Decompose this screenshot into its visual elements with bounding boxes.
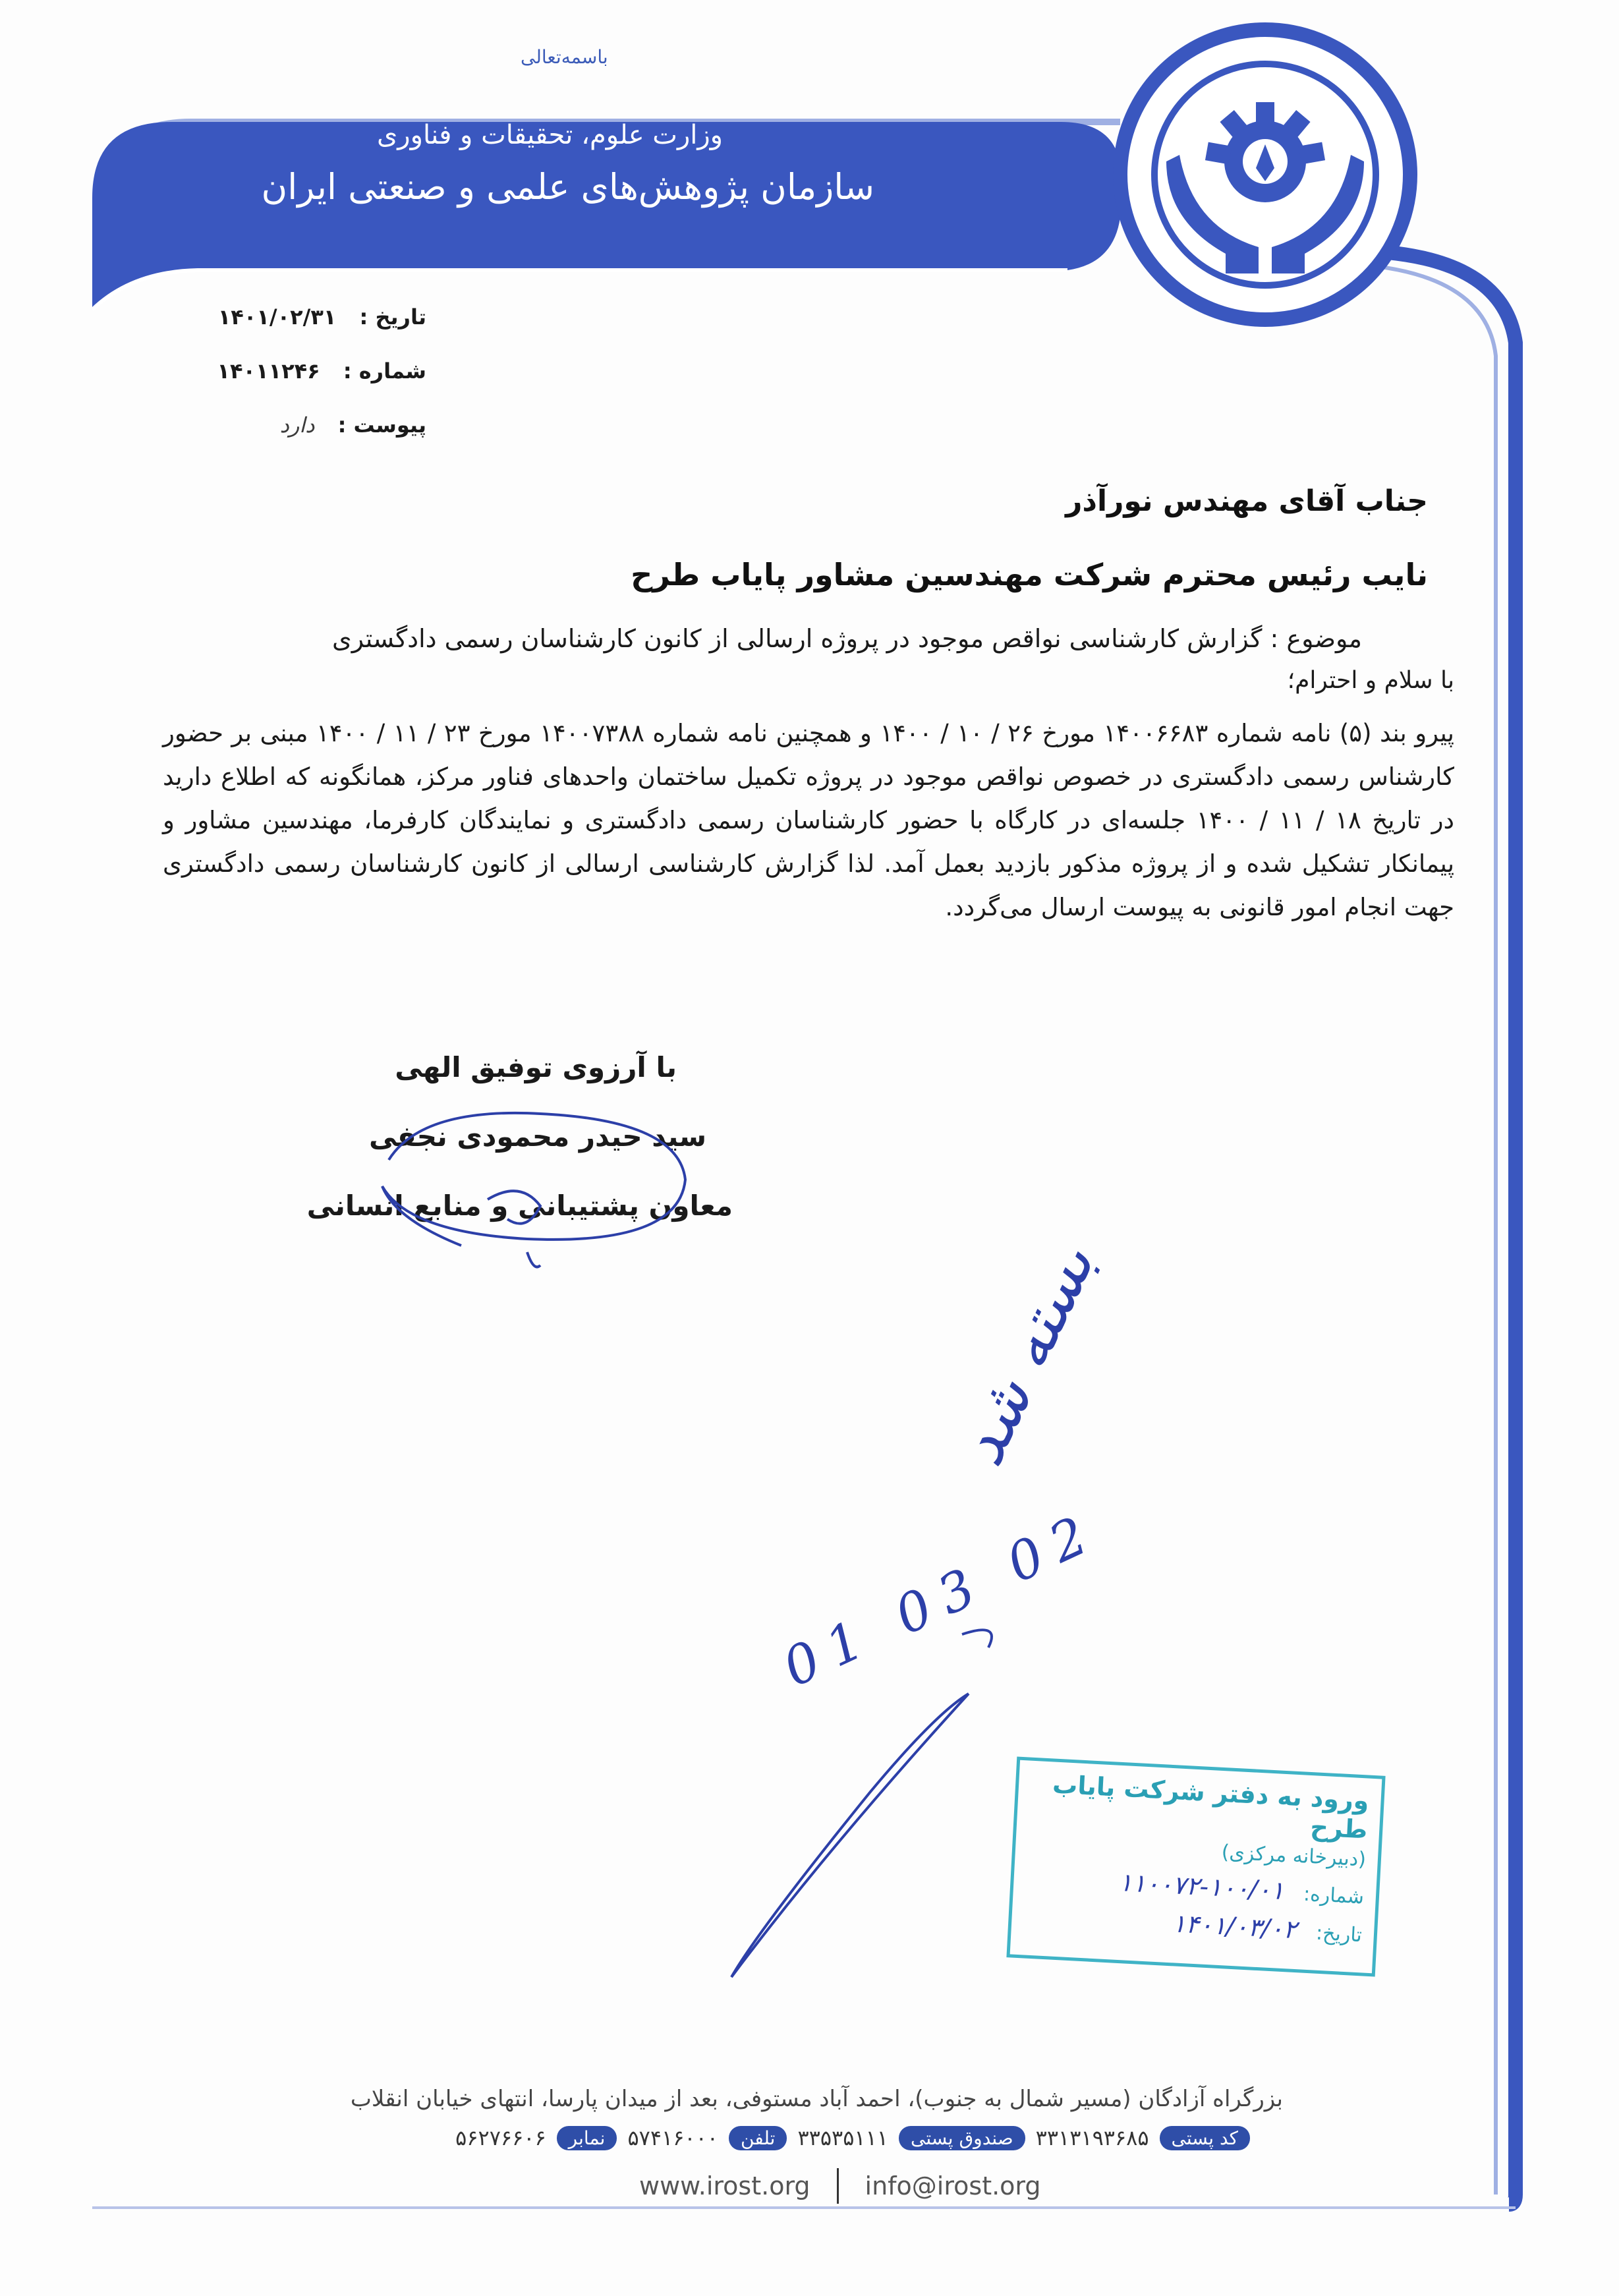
basmala: باسمه‌تعالی	[521, 46, 608, 68]
closing-phrase: با آرزوی توفیق الهی	[395, 1051, 677, 1083]
stamp-number-label: شماره:	[1303, 1882, 1365, 1909]
footer-address: بزرگراه آزادگان (مسیر شمال به جنوب)، احمد آباد مستوفی، بعد از میدان پارسا، انتهای خیابان انقلاب	[350, 2086, 1283, 2112]
attachment-value: دارد	[279, 413, 315, 438]
recipient-title: نایب رئیس محترم شرکت مهندسین مشاور پایاب طرح	[631, 557, 1428, 592]
po-box-label: صندوق پستی	[899, 2126, 1025, 2150]
signatory-position: معاون پشتیبانی و منابع انسانی	[306, 1190, 733, 1222]
signature-scribble	[382, 1113, 685, 1267]
ministry-name: وزارت علوم، تحقیقات و فناوری	[377, 120, 723, 150]
stamp-subtitle: (دبیرخانه مرکزی)	[1220, 1841, 1367, 1872]
stamp-date-value: ۱۴۰۱/۰۳/۰۲	[1172, 1909, 1297, 1945]
email-link[interactable]: info@irost.org	[865, 2171, 1041, 2200]
signatory-name: سید حیدر محمودی نجفی	[369, 1120, 706, 1153]
received-stamp	[1006, 1757, 1385, 1977]
footer-web	[639, 2168, 1041, 2204]
number-label: شماره :	[343, 359, 426, 384]
number-value: ۱۴۰۱۱۲۴۶	[217, 359, 320, 384]
recipient-name: جناب آقای مهندس نورآذر	[1065, 484, 1428, 518]
date-value: ۱۴۰۱/۰۲/۳۱	[217, 304, 337, 330]
letter-body-paragraph: پیرو بند (۵) نامه شماره ۱۴۰۰۶۶۸۳ مورخ ۲۶ / ۱۰ / ۱۴۰۰ و همچنین نامه شماره ۱۴۰۰۷۳۸۸ مورخ ۲۳ / ۱۱ / ۱۴۰۰ مبنی بر حضور کارشناس رسمی دادگستری در خصوص نواقص موجود در پروژه تکمیل ساختمان واحدهای فناور مرکز، همانگونه که اطلاع دارید در تاریخ ۱۸ / ۱۱ / ۱۴۰۰ جلسه‌ای در کارگاه با حضور کارشناسان رسمی دادگستری و نمایندگان کارفرما، مهندسین مشاور و پیمانکار تشکیل شده و از پروژه مذکور بازدید بعمل آمد. لذا گزارش کارشناسی ارسالی از کانون کارشناسان رسمی دادگستری جهت انجام امور قانونی به پیوست ارسال می‌گردد.	[163, 719, 1454, 921]
letter-subject: موضوع : گزارش کارشناسی نواقص موجود در پروژه ارسالی از کانون کارشناسان رسمی دادگستری	[332, 624, 1362, 653]
fax-value: ۵۶۲۷۶۶۰۶	[455, 2125, 546, 2150]
po-box-value: ۳۳۵۳۵۱۱۱	[797, 2125, 888, 2150]
footer-contacts	[455, 2125, 1250, 2150]
pen-stroke	[731, 1694, 969, 1977]
attachment-label: پیوست :	[337, 413, 426, 438]
phone-value: ۵۷۴۱۶۰۰۰	[627, 2125, 718, 2150]
letter-greeting: با سلام و احترام؛	[1287, 667, 1454, 694]
stamp-date-label: تاریخ:	[1315, 1921, 1363, 1947]
fax-label: نمابر	[557, 2126, 617, 2150]
handwritten-date: 01 03 02	[774, 1499, 1108, 1699]
stamp-number-row	[1025, 1863, 1365, 1910]
stamp-title: ورود به دفتر شرکت پایاب طرح	[1052, 1769, 1370, 1845]
handwritten-note: بسته شد	[943, 1233, 1109, 1477]
postal-code-value: ۳۳۱۳۱۹۳۶۸۵	[1035, 2125, 1149, 2150]
organization-name: سازمان پژوهش‌های علمی و صنعتی ایران	[261, 166, 874, 208]
footer-separator	[837, 2168, 839, 2204]
stamp-date-row	[1023, 1901, 1363, 1947]
date-label: تاریخ :	[359, 304, 426, 330]
stamp-number-value: ۱۰۰/۰۱-۱۱۰۰۷۲	[1118, 1867, 1285, 1906]
postal-code-label: کد پستی	[1160, 2126, 1251, 2150]
website-link[interactable]: www.irost.org	[639, 2171, 810, 2200]
phone-label: تلفن	[729, 2126, 787, 2150]
